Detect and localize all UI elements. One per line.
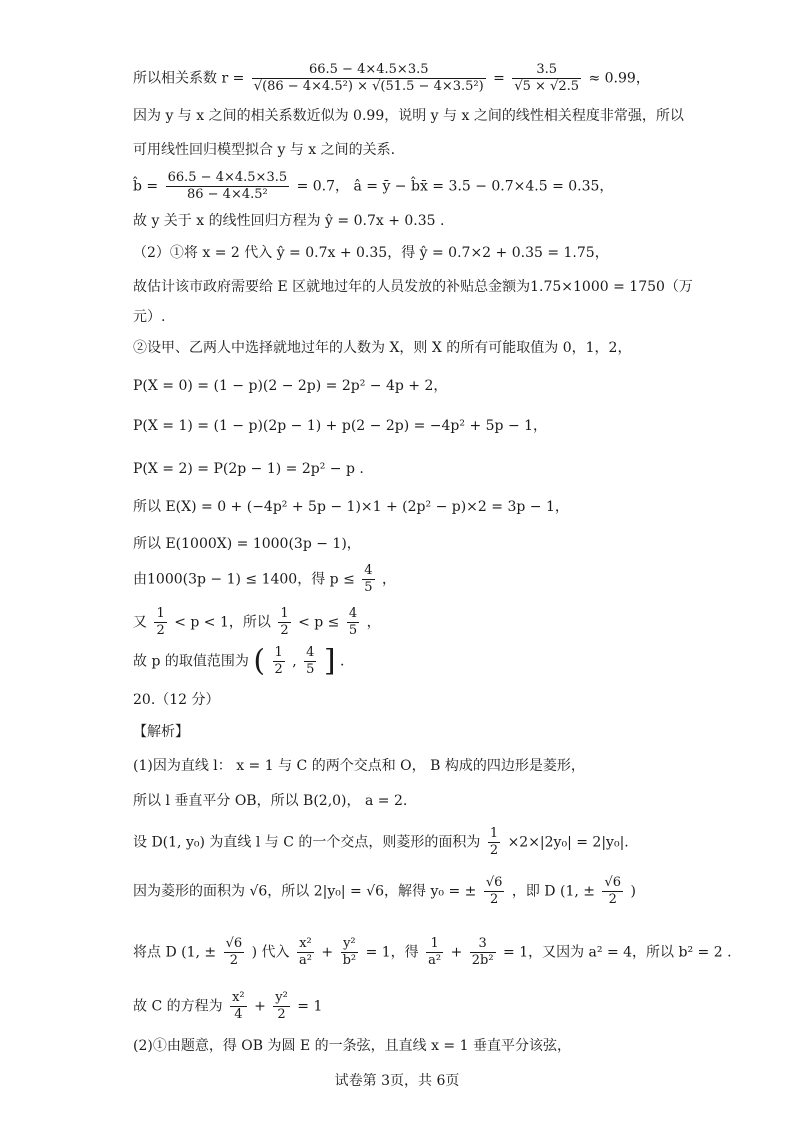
text: ， [382, 571, 396, 588]
numerator: 4 [364, 563, 373, 578]
text: + [321, 944, 334, 961]
numerator: 3.5 [512, 62, 581, 79]
text: ) [630, 883, 636, 900]
correlation-line [133, 62, 650, 95]
paragraph-line: (2)①由题意，得 OB 为圆 E 的一条弦，且直线 x = 1 垂直平分该弦， [133, 1038, 571, 1054]
text: = 0.7， â = ȳ − b̂x̄ = 3.5 − 0.7×4.5 = 0.35， [296, 178, 614, 195]
slope-line [133, 170, 613, 203]
numerator: 3 [470, 936, 496, 953]
numerator: 1 [489, 826, 499, 841]
denominator: 4 [234, 1007, 243, 1022]
fraction [484, 875, 505, 908]
text: 故 C 的方程为 [133, 998, 223, 1015]
fraction [341, 936, 359, 969]
text: 设 D(1, y₀) 为直线 l 与 C 的一个交点，则菱形的面积为 [133, 834, 481, 851]
numerator: √6 [225, 936, 243, 951]
range-line [133, 645, 345, 678]
paragraph-line: （2）①将 x = 2 代入 ŷ = 0.7x + 0.35，得 ŷ = 0.7×2 + 0.35 = 1.75， [133, 245, 609, 261]
text: ，即 D [511, 883, 556, 900]
denominator: b² [342, 953, 357, 968]
numerator: 1 [274, 645, 283, 660]
numerator: y² [341, 936, 359, 953]
text: 由1000(3p − 1) ≤ 1400，得 p ≤ [133, 571, 355, 588]
fraction [273, 645, 285, 678]
area-line [133, 826, 629, 859]
substitute-line [133, 936, 732, 969]
text: b̂ = [133, 178, 159, 195]
denominator: 2 [489, 843, 499, 858]
numerator: 1 [426, 936, 443, 953]
paragraph-line: (1)因为直线 l： x = 1 与 C 的两个交点和 O， B 构成的四边形是菱形， [133, 758, 585, 774]
fraction [273, 990, 290, 1023]
denominator: √5 × √2.5 [514, 79, 580, 94]
fraction [252, 62, 486, 95]
solve-line [133, 875, 636, 908]
numerator: 1 [280, 606, 289, 621]
text: 又 [133, 614, 147, 631]
denominator: 5 [364, 580, 373, 595]
text: ≈ 0.99， [588, 70, 650, 87]
inequality-line [133, 563, 396, 596]
fraction [304, 645, 316, 678]
fraction [224, 936, 245, 969]
text: (1, ± [181, 944, 217, 961]
text: < p ≤ [298, 614, 340, 631]
denominator: √(86 − 4×4.5²) × √(51.5 − 4×3.5²) [253, 79, 484, 94]
denominator: 86 − 4×4.5² [186, 187, 268, 202]
question-heading: 20.（12 分） [133, 692, 220, 708]
text: ×2×|2y₀| = 2|y₀|. [507, 834, 629, 851]
analysis-heading: 【解析】 [133, 724, 189, 740]
denominator: 2 [156, 623, 165, 638]
numerator: x² [297, 936, 314, 953]
fraction [362, 563, 374, 596]
fraction [347, 606, 359, 639]
fraction [488, 826, 500, 859]
text: ) 代入 [251, 944, 290, 961]
text: = [493, 70, 505, 87]
inequality-line [133, 606, 381, 639]
paragraph-line: 可用线性回归模型拟合 y 与 x 之间的关系. [133, 142, 396, 158]
formula-line: P(X = 1) = (1 − p)(2p − 1) + p(2 − 2p) = −4p² + 5p − 1， [133, 418, 548, 434]
numerator: 4 [306, 645, 315, 660]
formula-line: 所以 E(1000X) = 1000(3p − 1)， [133, 536, 361, 552]
text: + [450, 944, 463, 961]
formula-line: P(X = 2) = P(2p − 1) = 2p² − p . [133, 461, 364, 477]
text: = 1，得 [365, 944, 419, 961]
numerator: √6 [604, 875, 622, 890]
denominator: 2 [277, 1007, 286, 1022]
fraction [602, 875, 623, 908]
numerator: 1 [156, 606, 165, 621]
text: 因为菱形的面积为 √6，所以 2|y₀| = √6，解得 y₀ = ± [133, 883, 477, 900]
numerator: √6 [485, 875, 503, 890]
formula-line: 所以 E(X) = 0 + (−4p² + 5p − 1)×1 + (2p² − p)×2 = 3p − 1， [133, 499, 569, 515]
denominator: a² [298, 953, 312, 968]
fraction [154, 606, 166, 639]
numerator: 66.5 − 4×4.5×3.5 [252, 62, 486, 79]
fraction [166, 170, 290, 203]
page-footer: 试卷第 3页，共 6页 [334, 1073, 460, 1089]
paragraph-line: 故估计该市政府需要给 E 区就地过年的人员发放的补贴总金额为1.75×1000 = 1750（万 [133, 279, 693, 295]
text: < p < 1，所以 [174, 614, 271, 631]
paragraph-line: 元）. [133, 309, 166, 325]
text: = 1 [297, 998, 323, 1015]
denominator: 5 [348, 623, 358, 638]
formula-line: P(X = 0) = (1 − p)(2 − 2p) = 2p² − 4p + 2， [133, 378, 448, 394]
text: (1, ± [560, 883, 595, 900]
fraction [512, 62, 581, 95]
text: 故 p 的取值范围为 [133, 653, 249, 670]
numerator: 4 [348, 606, 358, 621]
denominator: 2 [229, 953, 239, 968]
numerator: y² [275, 990, 288, 1005]
denominator: 2 [489, 892, 499, 907]
denominator: 2 [274, 662, 283, 677]
fraction [297, 936, 314, 969]
denominator: 5 [306, 662, 315, 677]
bracket: ] [323, 643, 336, 679]
text: . [340, 653, 345, 670]
fraction [470, 936, 496, 969]
fraction [230, 990, 247, 1023]
denominator: 2 [280, 623, 289, 638]
text: , [292, 653, 297, 670]
equation-line [133, 990, 322, 1023]
fraction [278, 606, 290, 639]
paragraph-line: 故 y 关于 x 的线性回归方程为 ŷ = 0.7x + 0.35 . [133, 213, 445, 229]
numerator: x² [232, 990, 245, 1005]
text: ， [366, 614, 381, 631]
numerator: 66.5 − 4×4.5×3.5 [167, 170, 288, 185]
text: 所以相关系数 r = [133, 70, 245, 87]
denominator: a² [428, 953, 442, 968]
text: = 1，又因为 a² = 4，所以 b² = 2 . [503, 944, 732, 961]
paragraph-line: 因为 y 与 x 之间的相关系数近似为 0.99，说明 y 与 x 之间的线性相关程度非常强，所以 [133, 108, 684, 124]
paragraph-line: 所以 l 垂直平分 OB，所以 B(2,0)， a = 2. [133, 793, 408, 809]
paragraph-line: ②设甲、乙两人中选择就地过年的人数为 X，则 X 的所有可能取值为 0，1，2， [133, 340, 632, 356]
denominator: 2 [608, 892, 617, 907]
fraction [426, 936, 443, 969]
text: + [254, 998, 266, 1015]
bracket: ( [253, 643, 266, 679]
text: 将点 D [133, 944, 177, 961]
denominator: 2b² [471, 953, 494, 968]
